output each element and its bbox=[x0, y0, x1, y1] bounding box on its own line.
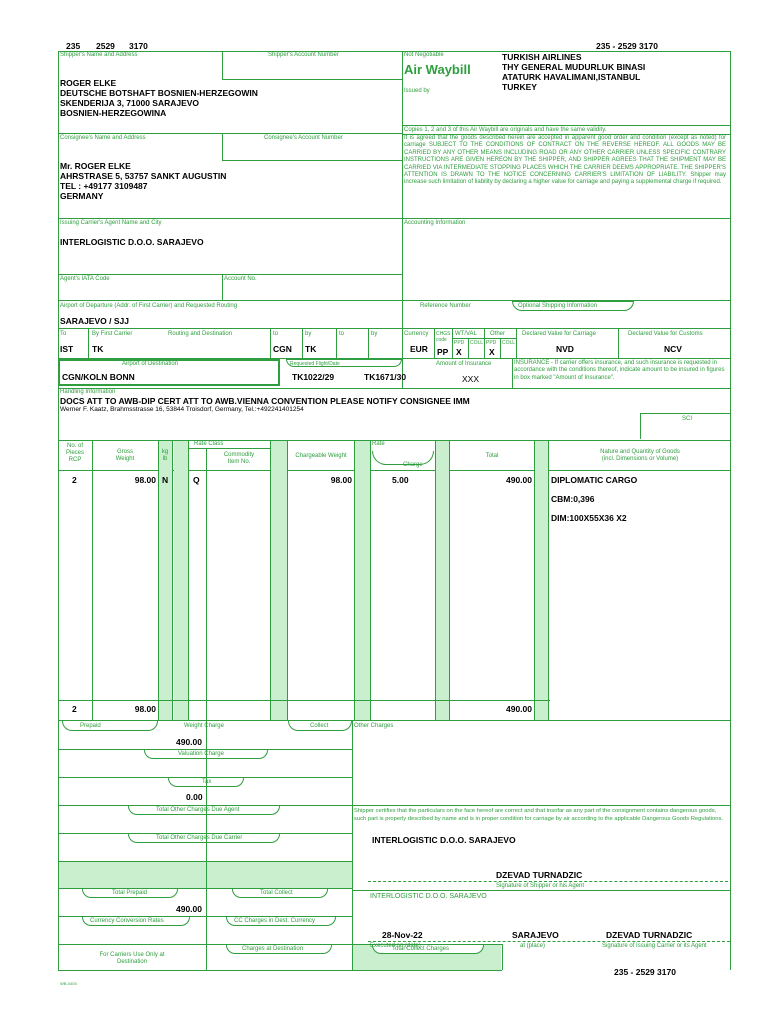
chgs-code-label: CHGS code bbox=[436, 331, 451, 343]
total-collect-charges-label: Total Collect Charges bbox=[392, 946, 450, 952]
kg-header: kg lb bbox=[161, 449, 169, 462]
destination-value: CGN/KOLN BONN bbox=[62, 372, 135, 382]
shipper-signature-label: Signature of Shipper or his Agent bbox=[496, 883, 585, 889]
decl-customs-value: NCV bbox=[664, 344, 682, 354]
flight-2: TK1671/30 bbox=[364, 372, 407, 382]
tax-value: 0.00 bbox=[186, 792, 203, 802]
commodity-header: Commodity Item No. bbox=[223, 452, 255, 465]
not-negotiable: Not Negotiable bbox=[404, 52, 444, 58]
at-place-label: at (place) bbox=[520, 943, 546, 949]
currency-value: EUR bbox=[410, 344, 428, 354]
shipper-account-label: Shipper's Account Number bbox=[268, 52, 339, 58]
collect-label: Collect bbox=[310, 723, 329, 729]
awb-number-right: 235 - 2529 3170 bbox=[596, 41, 658, 51]
total-pieces: 2 bbox=[72, 704, 77, 714]
row-pieces: 2 bbox=[72, 475, 77, 485]
account-no-label: Account No. bbox=[224, 276, 257, 282]
form-code: WB-0405 bbox=[60, 981, 77, 986]
charges-dest-label: Charges at Destination bbox=[242, 946, 304, 952]
shipper-label: Shipper's Name and Address bbox=[60, 52, 138, 58]
rate-header: Rate bbox=[372, 441, 385, 447]
to2-value: CGN bbox=[273, 344, 292, 354]
carriers-use-label: For Carriers Use Only at Destination bbox=[99, 952, 165, 965]
cc-charges-label: CC Charges in Dest. Currency bbox=[234, 918, 316, 924]
carrier-address: TURKISH AIRLINES THY GENERAL MUDURLUK BINASI ATATURK HAVALIMANI,ISTANBUL TURKEY bbox=[502, 52, 646, 92]
gross-header: Gross Weight bbox=[115, 449, 135, 462]
other-charges-label: Other Charges bbox=[354, 723, 394, 729]
wt-ppd-label: PPD bbox=[454, 340, 465, 346]
footer-awb-number: 235 - 2529 3170 bbox=[614, 967, 676, 977]
total-gross: 98.00 bbox=[134, 704, 156, 714]
total-prepaid-value: 490.00 bbox=[176, 904, 202, 914]
destination-label: Airport of Destination bbox=[122, 361, 179, 367]
sci-label: SCI bbox=[682, 416, 693, 422]
other-coll-label: COLL bbox=[502, 340, 516, 346]
executed-place: SARAJEVO bbox=[512, 930, 559, 940]
cert-signer: DZEVAD TURNADZIC bbox=[496, 870, 583, 880]
due-carrier-label: Total Other Charges Due Carrier bbox=[156, 835, 243, 841]
total-header: Total bbox=[485, 453, 499, 459]
decl-customs-label: Declared Value for Customs bbox=[628, 331, 703, 337]
carrier-signer: DZEVAD TURNADZIC bbox=[606, 930, 693, 940]
total-collect-label: Total Collect bbox=[260, 890, 293, 896]
handling-line-2: Werner F. Kaatz, Brahmsstrasse 16, 53844 Troisdorf, Germany, Tel.:+492241401254 bbox=[60, 406, 304, 413]
insurance-value: XXX bbox=[462, 374, 480, 384]
air-waybill-title: Air Waybill bbox=[404, 62, 471, 77]
handling-label: Handling Information bbox=[60, 389, 116, 395]
tax-label: Tax bbox=[202, 779, 212, 785]
conditions-of-contract: It is agreed that the goods described herein are accepted in apparent good order and condition (except as noted) for carriage SUBJECT TO THE CONDITIONS OF CONTRACT ON THE REVERSE HEREOF. ALL GOODS MAY BE CARRIED BY ANY OTHER MEANS INCLUDING ROAD OR ANY OTHER CARRIER UNLESS SPECIFIC CONTRARY INSTRUCTIONS ARE GIVEN HEREON BY THE SHIPPER, AND SHIPPER AGREES THAT THE SHIPMENT MAY BE CARRIED VIA INTERMEDIATE STOPPING PLACES WHICH THE CARRIER DEEMS APPROPRIATE. THE SHIPPER'S ATTENTION IS DRAWN TO THE NOTICE CONCERNING CARRIER'S LIMITATION OF LIABILITY. Shipper may increase such limitation of liability by declaring a higher value for carriage and paying a supplemental charge if required. bbox=[404, 135, 726, 186]
awb-prefix: 235 bbox=[66, 41, 81, 51]
executed-date: 28-Nov-22 bbox=[382, 930, 423, 940]
row-goods-1: DIPLOMATIC CARGO bbox=[551, 475, 638, 485]
consignee-address: Mr. ROGER ELKE AHRSTRASE 5, 53757 SANKT AUGUSTIN TEL : +49177 3109487 GERMANY bbox=[60, 161, 227, 201]
row-goods-2: CBM:0,396 bbox=[551, 494, 595, 504]
row-rate-class: Q bbox=[193, 475, 200, 485]
wtval-label: WT/VAL bbox=[455, 331, 477, 337]
reference-label: Reference Number bbox=[420, 303, 471, 309]
cert-agent-small: INTERLOGISTIC D.O.O. SARAJEVO bbox=[370, 893, 487, 900]
optional-shipping-label: Optional Shipping Information bbox=[518, 303, 598, 309]
departure-airport: SARAJEVO / SJJ bbox=[60, 316, 129, 326]
chgs-code-value: PP bbox=[437, 347, 449, 357]
pieces-header: No. of Pieces RCP bbox=[65, 443, 84, 463]
wt-ppd-mark: X bbox=[456, 347, 462, 357]
consignee-label: Consignee's Name and Address bbox=[60, 135, 146, 141]
routing-destination-label: Routing and Destination bbox=[168, 331, 233, 337]
insurance-note: INSURANCE - If carrier offers insurance, and such insurance is requested in accordance with the conditions thereof, indicate amount to be insured in figures in box marked "Amount of Insurance". bbox=[514, 360, 725, 381]
due-agent-label: Total Other Charges Due Agent bbox=[156, 807, 240, 813]
flight-1: TK1022/29 bbox=[292, 372, 335, 382]
row-total: 490.00 bbox=[506, 475, 532, 485]
to-label: To bbox=[60, 331, 67, 337]
row-gross: 98.00 bbox=[134, 475, 156, 485]
other-ppd-label: PPD bbox=[486, 340, 497, 346]
consignee-account-label: Consignee's Account Number bbox=[264, 135, 343, 141]
row-unit: N bbox=[162, 475, 169, 485]
other-label: Other bbox=[490, 331, 506, 337]
prepaid-label: Prepaid bbox=[80, 723, 101, 729]
departure-label: Airport of Departure (Addr. of First Carrier) and Requested Routing bbox=[60, 303, 238, 309]
weight-charge-value: 490.00 bbox=[176, 737, 202, 747]
rate-class-header: Rate Class bbox=[194, 441, 224, 447]
first-carrier-value: TK bbox=[92, 344, 104, 354]
agent-label: Issuing Carrier's Agent Name and City bbox=[60, 220, 162, 226]
decl-carriage-value: NVD bbox=[556, 344, 574, 354]
chargeable-header: Chargeable Weight bbox=[295, 453, 347, 459]
conversion-rates-label: Currency Conversion Rates bbox=[90, 918, 164, 924]
weight-charge-label: Weight Charge bbox=[184, 723, 224, 729]
row-rate: 5.00 bbox=[392, 475, 409, 485]
issued-by-label: Issued by bbox=[404, 88, 430, 94]
total-amount: 490.00 bbox=[506, 704, 532, 714]
insurance-label: Amount of Insurance bbox=[436, 361, 492, 367]
executed-on-label: Executed on (date) bbox=[370, 943, 421, 949]
total-prepaid-label: Total Prepaid bbox=[112, 890, 148, 896]
by3-label: by bbox=[371, 331, 378, 337]
to3-label: to bbox=[339, 331, 345, 337]
decl-carriage-label: Declared Value for Carriage bbox=[522, 331, 596, 337]
by2-value: TK bbox=[305, 344, 317, 354]
awb-serial-b: 3170 bbox=[129, 41, 148, 51]
wt-coll-label: COLL bbox=[470, 340, 484, 346]
row-goods-3: DIM:100X55X36 X2 bbox=[551, 513, 627, 523]
agent-name: INTERLOGISTIC D.O.O. SARAJEVO bbox=[60, 237, 204, 247]
to-value: IST bbox=[60, 344, 74, 354]
accounting-label: Accounting Information bbox=[404, 220, 466, 226]
currency-label: Currency bbox=[404, 331, 429, 337]
cert-agent-name: INTERLOGISTIC D.O.O. SARAJEVO bbox=[372, 835, 516, 845]
flight-label: Requested Flight/Date bbox=[290, 361, 340, 367]
agent-iata-label: Agent's IATA Code bbox=[60, 276, 110, 282]
valuation-label: Valuation Charge bbox=[178, 751, 224, 757]
row-chargeable: 98.00 bbox=[330, 475, 352, 485]
handling-line-1: DOCS ATT TO AWB-DIP CERT ATT TO AWB.VIENNA CONVENTION PLEASE NOTIFY CONSIGNEE IMM bbox=[60, 396, 470, 406]
charge-header: Charge bbox=[403, 462, 423, 468]
copies-note: Copies 1, 2 and 3 of this Air Waybill are originals and have the same validity. bbox=[404, 127, 607, 133]
shipper-address: ROGER ELKE DEUTSCHE BOTSHAFT BOSNIEN-HERZEGOWIN SKENDERIJA 3, 71000 SARAJEVO BOSNIEN-HERZEGOWINA bbox=[60, 78, 258, 118]
carrier-signature-label: Signature of Issuing Carrier or its Agent bbox=[602, 943, 707, 949]
certification-text: Shipper certifies that the particulars on the face hereof are correct and that insofar as any part of the consignment contains dangerous goods, such part is properly described by name and is in proper condition for carriage by air according to the applicable Dangerous Goods Regulations. bbox=[354, 808, 723, 822]
nature-header: Nature and Quantity of Goods (incl. Dimensions or Volume) bbox=[600, 449, 680, 462]
awb-serial-a: 2529 bbox=[96, 41, 115, 51]
by2-label: by bbox=[305, 331, 312, 337]
to2-label: to bbox=[273, 331, 279, 337]
other-coll-mark: X bbox=[489, 347, 495, 357]
first-carrier-label: By First Carrier bbox=[92, 331, 133, 337]
